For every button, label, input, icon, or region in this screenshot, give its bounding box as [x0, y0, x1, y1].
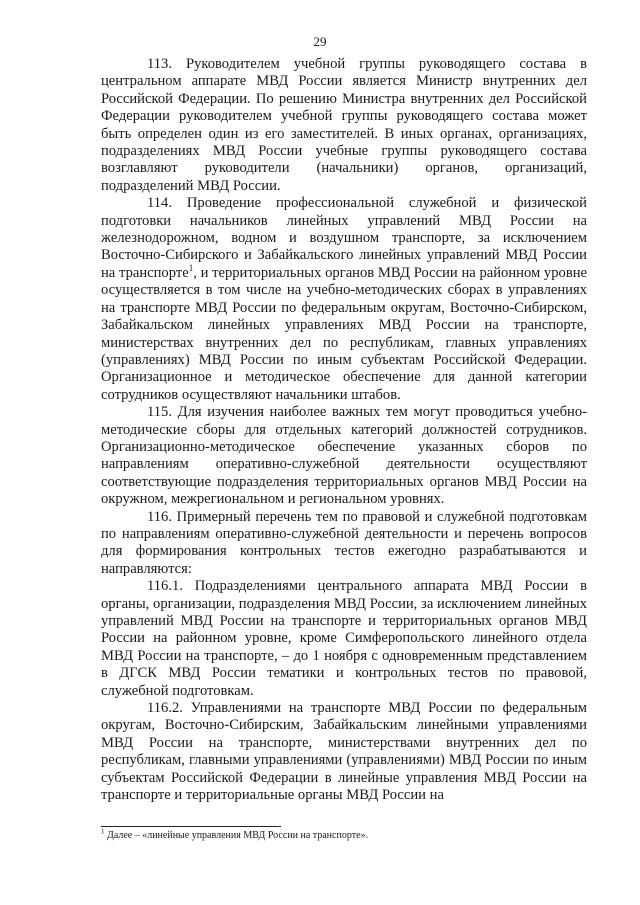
paragraph-115: 115. Для изучения наиболее важных тем могут проводиться учебно-методические сборы для отдельных категорий должностей сотрудников. Организационно-методическое обеспечение указанных сборов по направлениям оперативно-служебной деятельности осуществляют соответствующие подразделения территориальных органов МВД России на окружном, межрегиональном и региональном уровнях.: [101, 404, 587, 508]
paragraph-114-text-after: , и территориальных органов МВД России на районном уровне осуществляется в том числе на учебно-методических сборах в управлениях на транспорте МВД России по федеральным округам, Восточно-Сибирском, Забайкальском линейных управлениях МВД России на транспорте, министерствах внутренних дел по республикам, главных управлениях (управлениях) МВД России по иным субъектам Российской Федерации. Организационное и методическое обеспечение для данной категории сотрудников осуществляют начальники штабов.: [101, 264, 587, 403]
footnote-mark: 1: [101, 827, 105, 836]
paragraph-116-2: 116.2. Управлениями на транспорте МВД России по федеральным округам, Восточно-Сибирским, Забайкальским линейными управлениями МВД России на транспорте, министерствами внутренних дел по республикам, главными управлениями (управлениями) МВД России по иным субъектам Российской Федерации в линейные управления МВД России на транспорте и территориальные органы МВД России на: [101, 700, 587, 804]
paragraph-114: [101, 195, 587, 404]
paragraph-113: 113. Руководителем учебной группы руководящего состава в центральном аппарате МВД России является Министр внутренних дел Российской Федерации. По решению Министра внутренних дел Российской Федерации руководителем учебной группы руководящего состава может быть определен один из его заместителей. В иных органах, организациях, подразделениях МВД России учебные группы руководящего состава возглавляют руководители (начальники) органов, организаций, подразделений МВД России.: [101, 56, 587, 194]
footnote-text: Далее – «линейные управления МВД России на транспорте».: [104, 830, 369, 841]
document-body: [101, 56, 587, 804]
page-number: 29: [313, 34, 327, 49]
footnote-divider: [101, 826, 281, 827]
footnote: [101, 827, 587, 842]
paragraph-114-text-before: 114. Проведение профессиональной служебной и физической подготовки начальников линейных управлений МВД России на железнодорожном, водном и воздушном транспорте, за исключением Восточно-Сибирского и Забайкальского линейных управлений МВД России на транспорте: [101, 195, 587, 281]
paragraph-116-1: 116.1. Подразделениями центрального аппарата МВД России в органы, организации, подразделения МВД России, за исключением линейных управлений МВД России на транспорте и территориальных органов МВД России на районном уровне, кроме Симферопольского линейного отдела МВД России на транспорте, – до 1 ноября с одновременным представлением в ДГСК МВД России тематики и контрольных тестов по правовой, служебной подготовкам.: [101, 578, 587, 699]
paragraph-116: 116. Примерный перечень тем по правовой и служебной подготовкам по направлениям оперативно-служебной деятельности и перечень вопросов для формирования контрольных тестов ежегодно разрабатываются и направляются:: [101, 508, 587, 577]
footnote-reference: 1: [188, 263, 194, 274]
